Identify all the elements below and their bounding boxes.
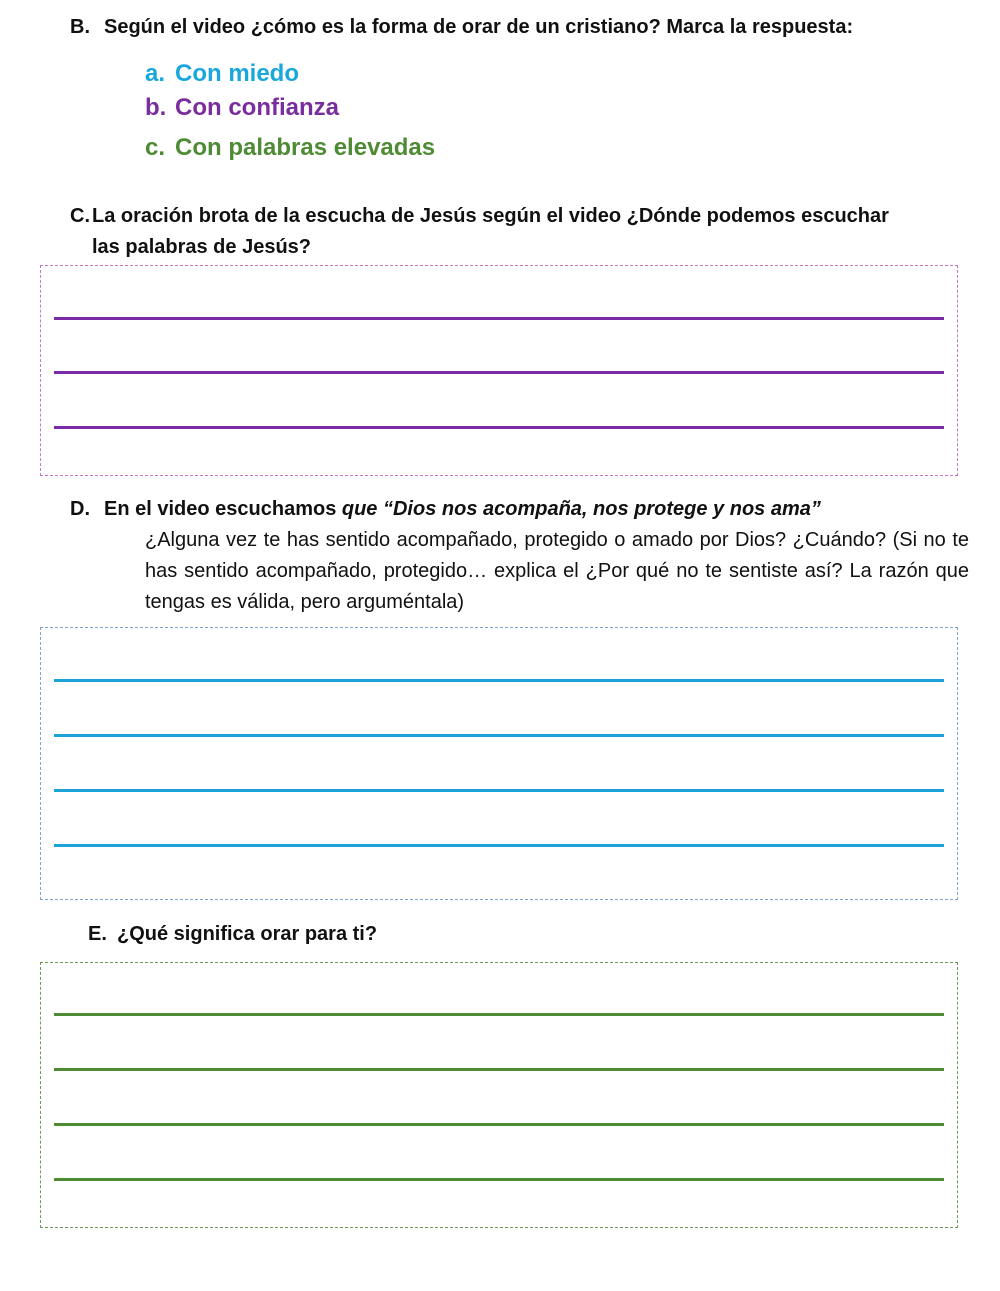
answer-line-d-4[interactable] [54,844,944,847]
answer-box-d[interactable] [40,627,958,900]
question-d-label: D. [70,498,90,520]
question-e-label: E. [88,923,107,945]
option-a-text: Con miedo [175,60,299,87]
question-b-text: Según el video ¿cómo es la forma de orar de un cristiano? Marca la respuesta: [104,16,854,38]
question-d-text: En el video escuchamos [104,498,342,520]
answer-box-c[interactable] [40,265,958,476]
question-b [70,12,970,43]
question-c [70,201,980,263]
question-c-line1: La oración brota de la escucha de Jesús según el video ¿Dónde podemos escuchar [92,205,889,227]
answer-line-e-1[interactable] [54,1013,944,1016]
option-a[interactable] [145,59,299,89]
question-d [70,494,980,525]
option-c-text: Con palabras elevadas [175,134,436,161]
answer-line-c-1[interactable] [54,317,944,320]
question-d-quote: que “Dios nos acompaña, nos protege y nos ama” [341,498,821,520]
question-e [88,919,377,950]
option-b[interactable] [145,93,339,123]
question-b-label: B. [70,16,90,38]
answer-line-e-3[interactable] [54,1123,944,1126]
answer-line-c-3[interactable] [54,426,944,429]
answer-line-c-2[interactable] [54,371,944,374]
answer-line-d-1[interactable] [54,679,944,682]
option-b-letter: b. [145,94,167,121]
option-c-letter: c. [145,134,166,161]
question-d-body: ¿Alguna vez te has sentido acompañado, protegido o amado por Dios? ¿Cuándo? (Si no te has sentido acompañado, protegido… explica el ¿Por qué no te sentiste así? La razón que tengas es válida, pero arguméntala) [145,529,969,613]
answer-box-e[interactable] [40,962,958,1228]
option-b-text: Con confianza [175,94,340,121]
answer-line-e-2[interactable] [54,1068,944,1071]
option-c[interactable] [145,133,435,163]
answer-line-e-4[interactable] [54,1178,944,1181]
option-a-letter: a. [145,60,166,87]
question-e-text: ¿Qué significa orar para ti? [117,923,378,945]
question-c-label: C. [70,205,90,227]
question-c-line2: las palabras de Jesús? [92,236,312,258]
answer-line-d-2[interactable] [54,734,944,737]
answer-line-d-3[interactable] [54,789,944,792]
